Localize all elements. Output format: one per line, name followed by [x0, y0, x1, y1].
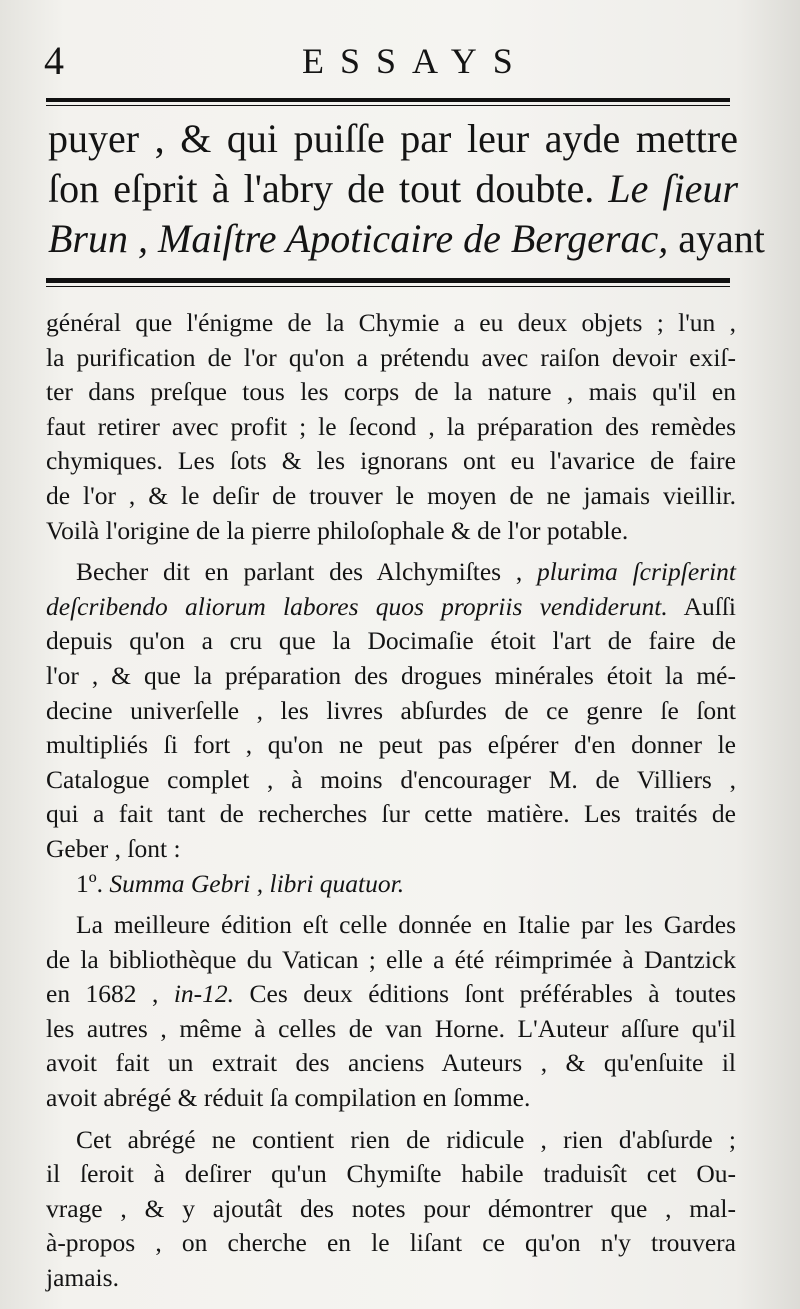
text-italic: deſcribendo aliorum labores quos propriis vendiderunt.: [46, 591, 668, 621]
text-italic: Le ſieur: [608, 166, 739, 211]
text-segment: ayant: [668, 216, 765, 261]
paragraph-4: [46, 1123, 736, 1296]
text-line: les autres , même à celles de van Horne. L'Auteur aſſure qu'il: [46, 1013, 736, 1043]
text-segment: Becher dit en parlant des Alchymiſtes ,: [76, 557, 538, 587]
text-italic: plurima ſcripſerint: [537, 557, 736, 587]
text-italic: in-12.: [173, 979, 235, 1009]
text-line: chymiques. Les ſots & les ignorans ont eu l'avarice de faire: [46, 446, 736, 476]
text-line: de la bibliothèque du Vatican ; elle a été réimprimée à Dantzick: [46, 944, 736, 974]
text-segment: Ces deux éditions ſont préférables à toutes: [234, 979, 737, 1009]
text-line: Cet abrégé ne contient rien de ridicule , rien d'abſurde ;: [76, 1124, 736, 1154]
text-line: [46, 555, 736, 590]
item-number: 1º.: [76, 868, 104, 898]
text-line: [46, 867, 736, 902]
text-line: multipliés ſi fort , qu'on ne peut pas eſpérer d'en donner le: [46, 730, 736, 760]
text-line: puyer , & qui puiſſe par leur ayde mettre: [48, 116, 738, 161]
text-italic: Brun , Maiſtre Apoticaire de Bergerac,: [48, 216, 669, 261]
item-title: Summa Gebri , libri quatuor.: [109, 868, 405, 898]
text-line: général que l'énigme de la Chymie a eu deux objets ; l'un ,: [46, 308, 736, 337]
text-line: l'or , & que la préparation des drogues minérales étoit la mé-: [46, 660, 736, 690]
text-line: Catalogue complet , à moins d'encourager M. de Villiers ,: [46, 764, 736, 794]
paragraph-3: [46, 908, 736, 1116]
text-line: [46, 590, 736, 625]
large-type-passage: [48, 114, 765, 264]
text-line: faut retirer avec profit ; le ſecond , la préparation des remèdes: [46, 411, 736, 441]
text-line: Voilà l'origine de la pierre philoſophale & de l'or potable.: [46, 515, 629, 545]
text-line: depuis qu'on a cru que la Docimaſie étoit l'art de faire de: [46, 626, 736, 656]
text-line: [46, 977, 736, 1012]
text-segment: Auſſi: [667, 591, 737, 621]
text-line: avoit abrégé & réduit ſa compilation en ſomme.: [46, 1083, 531, 1113]
text-line: decine univerſelle , les livres abſurdes de ce genre ſe ſont: [46, 695, 736, 725]
text-line: vrage , & y ajoutât des notes pour démontrer que , mal-: [46, 1193, 736, 1223]
section-rule: [46, 278, 730, 283]
text-line: [48, 214, 765, 264]
body-text: [46, 306, 736, 1296]
section-rule-thin: [46, 286, 730, 287]
paragraph-1: [46, 306, 736, 548]
text-segment: en 1682 ,: [46, 979, 174, 1009]
text-line: [48, 164, 738, 214]
text-line: qui a fait tant de recherches ſur cette matière. Les traités de: [46, 799, 736, 829]
header-rule: [46, 98, 730, 102]
list-item: [46, 867, 736, 902]
text-line: jamais.: [46, 1263, 119, 1293]
running-title: ESSAYS: [302, 41, 529, 81]
text-line: Geber , ſont :: [46, 833, 181, 863]
paragraph-2: [46, 555, 736, 866]
text-line: de l'or , & le deſir de trouver le moyen de ne jamais vieillir.: [46, 480, 736, 510]
text-line: La meilleure édition eſt celle donnée en Italie par les Gardes: [76, 910, 736, 940]
text-line: la purification de l'or qu'on a prétendu avec raiſon devoir exiſ-: [46, 342, 736, 372]
text-line: il ſeroit à deſirer qu'un Chymiſte habile traduisît cet Ou-: [46, 1159, 736, 1189]
text-line: avoit fait un extrait des anciens Auteurs , & qu'enſuite il: [46, 1048, 736, 1078]
header-rule-thin: [46, 105, 730, 106]
text-segment: ſon eſprit à l'abry de tout doubte.: [48, 166, 609, 211]
page-header: [44, 36, 734, 86]
text-line: ter dans preſque tous les corps de la nature , mais qu'il en: [46, 377, 736, 407]
page-number: 4: [44, 38, 64, 83]
text-line: à-propos , on cherche en le liſant ce qu'on n'y trouvera: [46, 1228, 736, 1258]
